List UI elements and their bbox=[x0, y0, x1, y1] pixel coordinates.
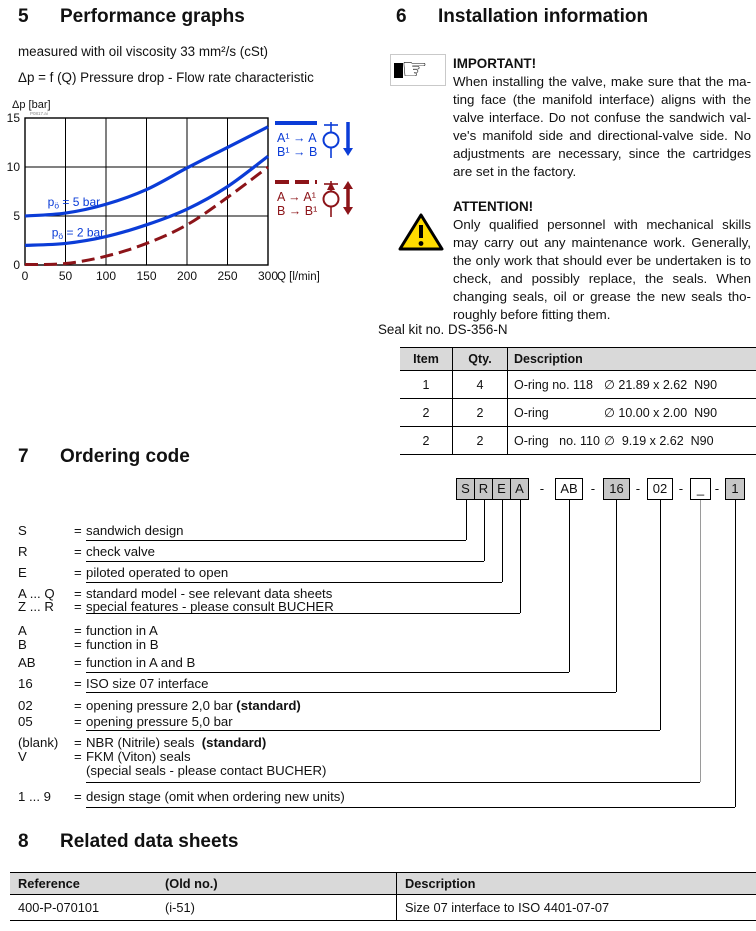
ordering-code-key: 02 bbox=[18, 698, 33, 713]
attention-text-line: the only work that should ever be undertaken is to bbox=[453, 253, 751, 268]
ordering-connector-line bbox=[569, 500, 570, 672]
ordering-desc-text: function in B bbox=[86, 637, 159, 652]
ordering-connector-underline bbox=[86, 672, 569, 673]
ordering-code-description bbox=[86, 676, 208, 691]
ordering-connector-line bbox=[616, 500, 617, 692]
ordering-equals: = bbox=[74, 599, 82, 614]
ordering-code-key: 16 bbox=[18, 676, 33, 691]
section-7-heading bbox=[18, 446, 190, 468]
characteristic-note: Δp = f (Q) Pressure drop - Flow rate characteristic bbox=[18, 70, 314, 85]
check-valve-piloted-icon bbox=[324, 192, 339, 207]
ordering-connector-line bbox=[520, 500, 521, 613]
seal-item-cell: 2 bbox=[422, 433, 430, 448]
related-column-header: Description bbox=[397, 873, 756, 895]
x-tick-label: 250 bbox=[217, 269, 238, 283]
ordering-equals: = bbox=[74, 714, 82, 729]
y-tick-label: 10 bbox=[6, 160, 20, 174]
seal-kit-row bbox=[400, 427, 756, 455]
ordering-desc-text: special features - please consult BUCHER bbox=[86, 599, 334, 614]
seal-name: O-ring no. 110 bbox=[514, 434, 600, 448]
section-8-title: Related data sheets bbox=[60, 831, 239, 852]
attention-text-line: check, and possibly replace, the seals. When bbox=[453, 271, 751, 286]
ordering-connector-line bbox=[484, 500, 485, 561]
seal-dimension: ∅ 10.00 x 2.00 N90 bbox=[604, 406, 718, 420]
ordering-code-box: 16 bbox=[603, 478, 630, 500]
ordering-code-description bbox=[86, 698, 301, 713]
important-text-line: ting face (the manifold interface) aligns with the bbox=[453, 92, 751, 107]
attention-text-line: changing seals, oil or grease the new seals tho- bbox=[453, 289, 751, 304]
ordering-desc-text: piloted operated to open bbox=[86, 565, 229, 580]
ordering-code-key: R bbox=[18, 544, 28, 559]
important-text-line: When installing the valve, make sure that the ma- bbox=[453, 74, 751, 89]
related-cell: 400-P-070101 bbox=[18, 900, 100, 915]
ordering-desc-text: standard model - see relevant data sheets bbox=[86, 586, 333, 601]
ordering-connector-line bbox=[700, 500, 701, 782]
ordering-code-key: (blank) bbox=[18, 735, 59, 750]
seal-description-cell bbox=[508, 399, 756, 427]
ordering-code-description bbox=[86, 789, 345, 804]
ordering-desc-text: design stage (omit when ordering new units) bbox=[86, 789, 345, 804]
ordering-equals: = bbox=[74, 565, 82, 580]
ordering-desc-text: function in A and B bbox=[86, 655, 196, 670]
important-text-line: are set in the factory. bbox=[453, 164, 577, 179]
ordering-code-box: 1 bbox=[725, 478, 745, 500]
seal-kit-row bbox=[400, 399, 756, 427]
attention-text bbox=[453, 216, 751, 324]
seal-kit-column-header: Item bbox=[400, 348, 453, 371]
legend-label: B → B¹ bbox=[277, 204, 318, 218]
x-tick-label: 100 bbox=[95, 269, 117, 283]
seal-description-cell bbox=[508, 427, 756, 455]
ordering-desc-text: opening pressure 2,0 bar bbox=[86, 698, 237, 713]
y-axis-label: Δp [bar] bbox=[12, 99, 51, 111]
ordering-equals: = bbox=[74, 586, 82, 601]
section-8-heading bbox=[18, 831, 238, 853]
legend-label: A → A¹ bbox=[277, 190, 316, 204]
seal-item-cell: 1 bbox=[422, 377, 430, 392]
attention-text-line: roughly before fitting them. bbox=[453, 307, 611, 322]
ordering-equals: = bbox=[74, 523, 82, 538]
ordering-code-description bbox=[86, 637, 159, 652]
related-header-row bbox=[10, 873, 756, 895]
ordering-code-key: E bbox=[18, 565, 27, 580]
ordering-code-key: 05 bbox=[18, 714, 33, 729]
y-tick-label: 5 bbox=[13, 209, 20, 223]
section-5-number: 5 bbox=[18, 6, 29, 27]
ordering-code-description bbox=[86, 655, 195, 670]
ordering-code-description bbox=[86, 599, 334, 614]
ordering-connector-line bbox=[660, 500, 661, 730]
performance-chart bbox=[0, 96, 378, 296]
ordering-code-description bbox=[86, 565, 228, 580]
seal-kit-column-header: Qty. bbox=[453, 348, 508, 371]
seal-dimension: ∅ 21.89 x 2.62 N90 bbox=[604, 378, 718, 392]
ordering-code-box: 02 bbox=[647, 478, 673, 500]
y-tick-label: 15 bbox=[6, 111, 20, 125]
attention-text-line: Only qualified personnel with mechanical skills bbox=[453, 217, 751, 232]
ordering-code-description bbox=[86, 523, 184, 538]
ordering-desc-text: check valve bbox=[86, 544, 155, 559]
ordering-equals: = bbox=[74, 637, 82, 652]
ordering-code-description bbox=[86, 749, 191, 764]
attention-label: ATTENTION! bbox=[453, 199, 534, 214]
ordering-code-key: A ... Q bbox=[18, 586, 55, 601]
x-tick-label: 50 bbox=[58, 269, 73, 283]
ordering-code-box: A bbox=[510, 478, 529, 500]
seal-description-cell bbox=[508, 371, 756, 399]
ordering-code-separator: - bbox=[678, 481, 684, 496]
viscosity-note: measured with oil viscosity 33 mm²/s (cSt) bbox=[18, 44, 269, 59]
x-tick-label: 200 bbox=[176, 269, 198, 283]
x-tick-label: 0 bbox=[21, 269, 29, 283]
section-6-title: Installation information bbox=[438, 6, 649, 27]
ordering-code-box: AB bbox=[555, 478, 583, 500]
ordering-connector-underline bbox=[86, 582, 502, 583]
important-label: IMPORTANT! bbox=[453, 56, 537, 71]
ordering-code-separator: - bbox=[539, 481, 545, 496]
ordering-code-box: R bbox=[474, 478, 493, 500]
ordering-code-description bbox=[86, 623, 158, 638]
ordering-code-description bbox=[86, 735, 266, 750]
ordering-code-box: _ bbox=[690, 478, 711, 500]
figure-id: P0817.ai bbox=[30, 111, 48, 116]
ordering-equals: = bbox=[74, 749, 82, 764]
ordering-code-description bbox=[86, 714, 233, 729]
ordering-code-box: S bbox=[456, 478, 475, 500]
related-cell: Size 07 interface to ISO 4401-07-07 bbox=[397, 895, 756, 921]
ordering-connector-underline bbox=[86, 613, 520, 614]
warning-triangle-icon bbox=[398, 212, 444, 252]
ordering-code-separator: - bbox=[590, 481, 596, 496]
ordering-code-key: Z ... R bbox=[18, 599, 54, 614]
important-text bbox=[453, 73, 751, 181]
section-6-number: 6 bbox=[396, 6, 407, 27]
ordering-desc-bold: (standard) bbox=[236, 698, 301, 713]
ordering-equals: = bbox=[74, 735, 82, 750]
ordering-code-key: 1 ... 9 bbox=[18, 789, 51, 804]
section-8-number: 8 bbox=[18, 831, 29, 852]
x-tick-label: 300 bbox=[257, 269, 279, 283]
ordering-code-key: S bbox=[18, 523, 27, 538]
check-valve-icon bbox=[324, 133, 339, 148]
ordering-connector-underline bbox=[86, 540, 466, 541]
ordering-equals: = bbox=[74, 623, 82, 638]
ordering-desc-text: sandwich design bbox=[86, 523, 184, 538]
seal-dimension: ∅ 9.19 x 2.62 N90 bbox=[604, 434, 714, 448]
seal-qty-cell: 4 bbox=[453, 371, 508, 399]
seal-kit-header-row bbox=[400, 348, 756, 371]
ordering-code-separator: - bbox=[714, 481, 720, 496]
ordering-equals: = bbox=[74, 698, 82, 713]
ordering-connector-underline bbox=[86, 730, 660, 731]
pointing-hand-icon bbox=[390, 54, 446, 86]
up-down-arrow-icon bbox=[343, 207, 353, 215]
curve-label: $p_ö = 5$ bar bbox=[47, 195, 101, 211]
ordering-equals: = bbox=[74, 789, 82, 804]
ordering-connector-line bbox=[502, 500, 503, 582]
section-7-number: 7 bbox=[18, 446, 29, 467]
related-column-header: Reference bbox=[10, 873, 157, 895]
seal-name: O-ring bbox=[514, 406, 549, 420]
seal-kit-table bbox=[400, 347, 756, 455]
curve-label: $p_ö = 2$ bar bbox=[51, 225, 105, 242]
important-text-line: ve's manifold side and directional-valve side. No bbox=[453, 128, 751, 143]
ordering-code-key: AB bbox=[18, 655, 36, 670]
ordering-desc-text: FKM (Viton) seals bbox=[86, 749, 191, 764]
ordering-desc-text: NBR (Nitrile) seals bbox=[86, 735, 202, 750]
ordering-connector-line bbox=[466, 500, 467, 540]
seal-kit-column-header: Description bbox=[508, 348, 756, 371]
related-cell: (i-51) bbox=[165, 900, 195, 915]
x-tick-label: 150 bbox=[136, 269, 157, 283]
up-down-arrow-icon bbox=[343, 181, 353, 189]
hand-glyph: ☞ bbox=[401, 53, 428, 86]
ordering-code-diagram bbox=[0, 475, 756, 825]
ordering-equals: = bbox=[74, 544, 82, 559]
important-text-line: valve interface. Do not confuse the sandwich val- bbox=[453, 110, 751, 125]
ordering-connector-underline bbox=[86, 807, 735, 808]
ordering-code-description bbox=[86, 544, 155, 559]
legend-label: B¹ → B bbox=[277, 145, 318, 159]
y-tick-label: 0 bbox=[13, 258, 20, 272]
ordering-desc-text: function in A bbox=[86, 623, 158, 638]
ordering-code-key: A bbox=[18, 623, 27, 638]
ordering-desc-text: (special seals - please contact BUCHER) bbox=[86, 763, 327, 778]
ordering-code-separator: - bbox=[635, 481, 641, 496]
related-column-header: (Old no.) bbox=[157, 873, 397, 895]
seal-qty-cell: 2 bbox=[453, 399, 508, 427]
seal-item-cell: 2 bbox=[422, 405, 430, 420]
seal-kit-label: Seal kit no. DS-356-N bbox=[378, 322, 508, 337]
attention-text-line: may carry out any maintenance work. Generally, bbox=[453, 235, 751, 250]
seal-kit-row bbox=[400, 371, 756, 399]
ordering-code-key: B bbox=[18, 637, 27, 652]
down-arrow-icon bbox=[343, 148, 353, 156]
ordering-connector-underline bbox=[86, 692, 616, 693]
ordering-desc-text: opening pressure 5,0 bar bbox=[86, 714, 233, 729]
section-6-heading bbox=[396, 6, 648, 28]
ordering-desc-text: ISO size 07 interface bbox=[86, 676, 209, 691]
seal-qty-cell: 2 bbox=[453, 427, 508, 455]
ordering-code-box: E bbox=[492, 478, 511, 500]
ordering-equals: = bbox=[74, 655, 82, 670]
ordering-connector-underline bbox=[86, 561, 484, 562]
section-5-title: Performance graphs bbox=[60, 6, 245, 27]
ordering-code-description bbox=[86, 763, 326, 778]
related-data-sheets-table bbox=[10, 872, 756, 921]
ordering-desc-bold: (standard) bbox=[201, 735, 267, 750]
important-text-line: adjustments are necessary, since the cartridges bbox=[453, 146, 751, 161]
section-7-title: Ordering code bbox=[60, 446, 190, 467]
ordering-connector-underline bbox=[86, 782, 700, 783]
x-axis-label: Q [l/min] bbox=[277, 271, 320, 283]
seal-name: O-ring no. 118 bbox=[514, 378, 593, 392]
ordering-equals: = bbox=[74, 676, 82, 691]
ordering-connector-line bbox=[735, 500, 736, 807]
section-5-heading bbox=[18, 6, 245, 28]
legend-label: A¹ → A bbox=[277, 131, 317, 145]
related-data-row bbox=[10, 895, 756, 921]
ordering-code-key: V bbox=[18, 749, 27, 764]
